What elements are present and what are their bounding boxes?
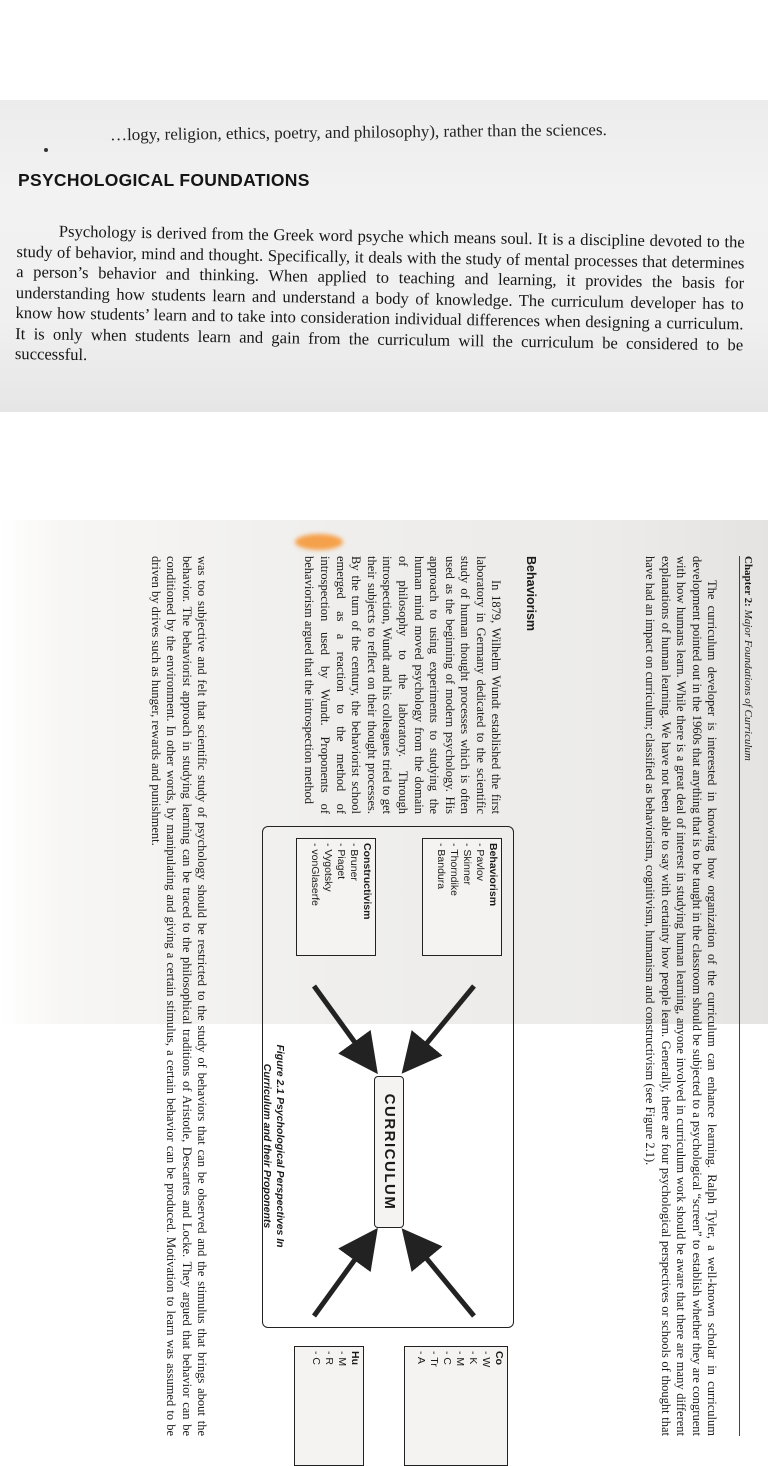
box-constructivism-items: - Bruner - Piaget - Vygotsky - vonGlaserfe [309,843,360,907]
body-paragraph: Psychology is derived from the Greek word psyche which means soul. It is a discipline devoted to the study of behavior, mind and thought. Specifically, it deals with the study of mental processes that determines a person’s behavior and thinking. When applied to teaching and learning, it provides the basis for understanding how students learn and understand a body of knowledge. The curriculum developer has to know how students’ learn and to take into consideration individual differences when designing a curriculum. It is only when students learn and gain from the curriculum will the curriculum be considered to be successful. [14,221,745,364]
after-figure-paragraph: was too subjective and felt that scientific study of psychology should be restricted to the study of behaviors that can be observed and the stimulus that brings about the behavior. The behaviorist approach in studying learning can be traced to the philosophical traditions of Aristotle, Descartes and Locke. They argued that behavior can be conditioned by the environment. In other words, by manipulating and giving a certain stimulus, a certain behavior can be produced. Motivation to learn was assumed to be driven by drives such as hunger, rewards and punishment. [148,556,210,1436]
top-book-page-photo [0,100,768,412]
intro-paragraph: The curriculum developer is interested in knowing how organization of the curriculum can enhance learning. Ralph Tyler, a well-known scholar in curriculum development pointed out in the 1960s that anything that is to be taught in the classroom should be subjected to a psychological “screen” to establish whether they are congruent with how humans learn. While there is a great deal of interest in studying human learning, anyone involved in curriculum work should be aware that there are many different explanations of human learning. We have not been able to say with certainty how people learn. Generally, there are four psychological perspectives or schools of thought that have had an impact on curriculum; classified as behaviorism, cognitivism, humanism and constructivism (see Figure 2.1). [643,556,720,1436]
arrow-behaviorism [408,986,474,1066]
arrow-humanism [314,1236,372,1316]
figure-caption [260,956,286,1336]
bullet-mark [44,148,48,152]
rotated-page-content [64,556,754,1456]
running-head-chapter: Chapter 2: [742,556,754,607]
finger-blur [295,534,343,550]
running-head-title: Major Foundations of Curriculum [742,609,754,761]
subheading-behaviorism: Behaviorism [524,556,538,632]
figure-caption-line-2: Curriculum and their Proponents [261,1063,273,1229]
box-behaviorism-title: Behaviorism [487,843,499,907]
section-heading: PSYCHOLOGICAL FOUNDATIONS [18,170,310,190]
box-cognitivism-title: Co [493,1351,505,1365]
box-behaviorism-items: - Pavlov - Skinner - Thorndike - Bandura [435,843,486,896]
cropped-text-line: …logy, religion, ethics, poetry, and philosophy), rather than the sciences. [109,120,607,145]
figure-caption-line-1: Figure 2.1 Psychological Perspectives In [274,1044,286,1248]
figure-2-1 [224,826,514,1466]
left-column-paragraph: In 1879, Wilhelm Wundt established the first laboratory in Germany dedicated to the scientific study of human thought processes which is often used as the beginning of modern psychology. His approach to using experiments to studying the human mind moved psychology from the domain of philosophy to the laboratory. Through introspection, Wundt and his colleagues tried to get their subjects to reflect on their thought processes. By the turn of the century, the behaviorist school emerged as a reaction to the method of introspection used by Wundt. Proponents of behaviorism argued that the introspection method [302,556,504,814]
curriculum-center-box: CURRICULUM [374,1076,404,1228]
box-constructivism-title: Constructivism [361,843,373,920]
bottom-book-page-photo [0,520,768,1436]
box-humanism-items: - M - R - C [310,1351,348,1367]
box-humanism-title: Hu [349,1351,361,1365]
arrow-cognitivism [408,1236,474,1316]
box-cognitivism-items: - W - K - M - C - Tr - A [415,1351,492,1368]
running-head [739,556,754,1436]
arrow-constructivism [314,986,372,1066]
